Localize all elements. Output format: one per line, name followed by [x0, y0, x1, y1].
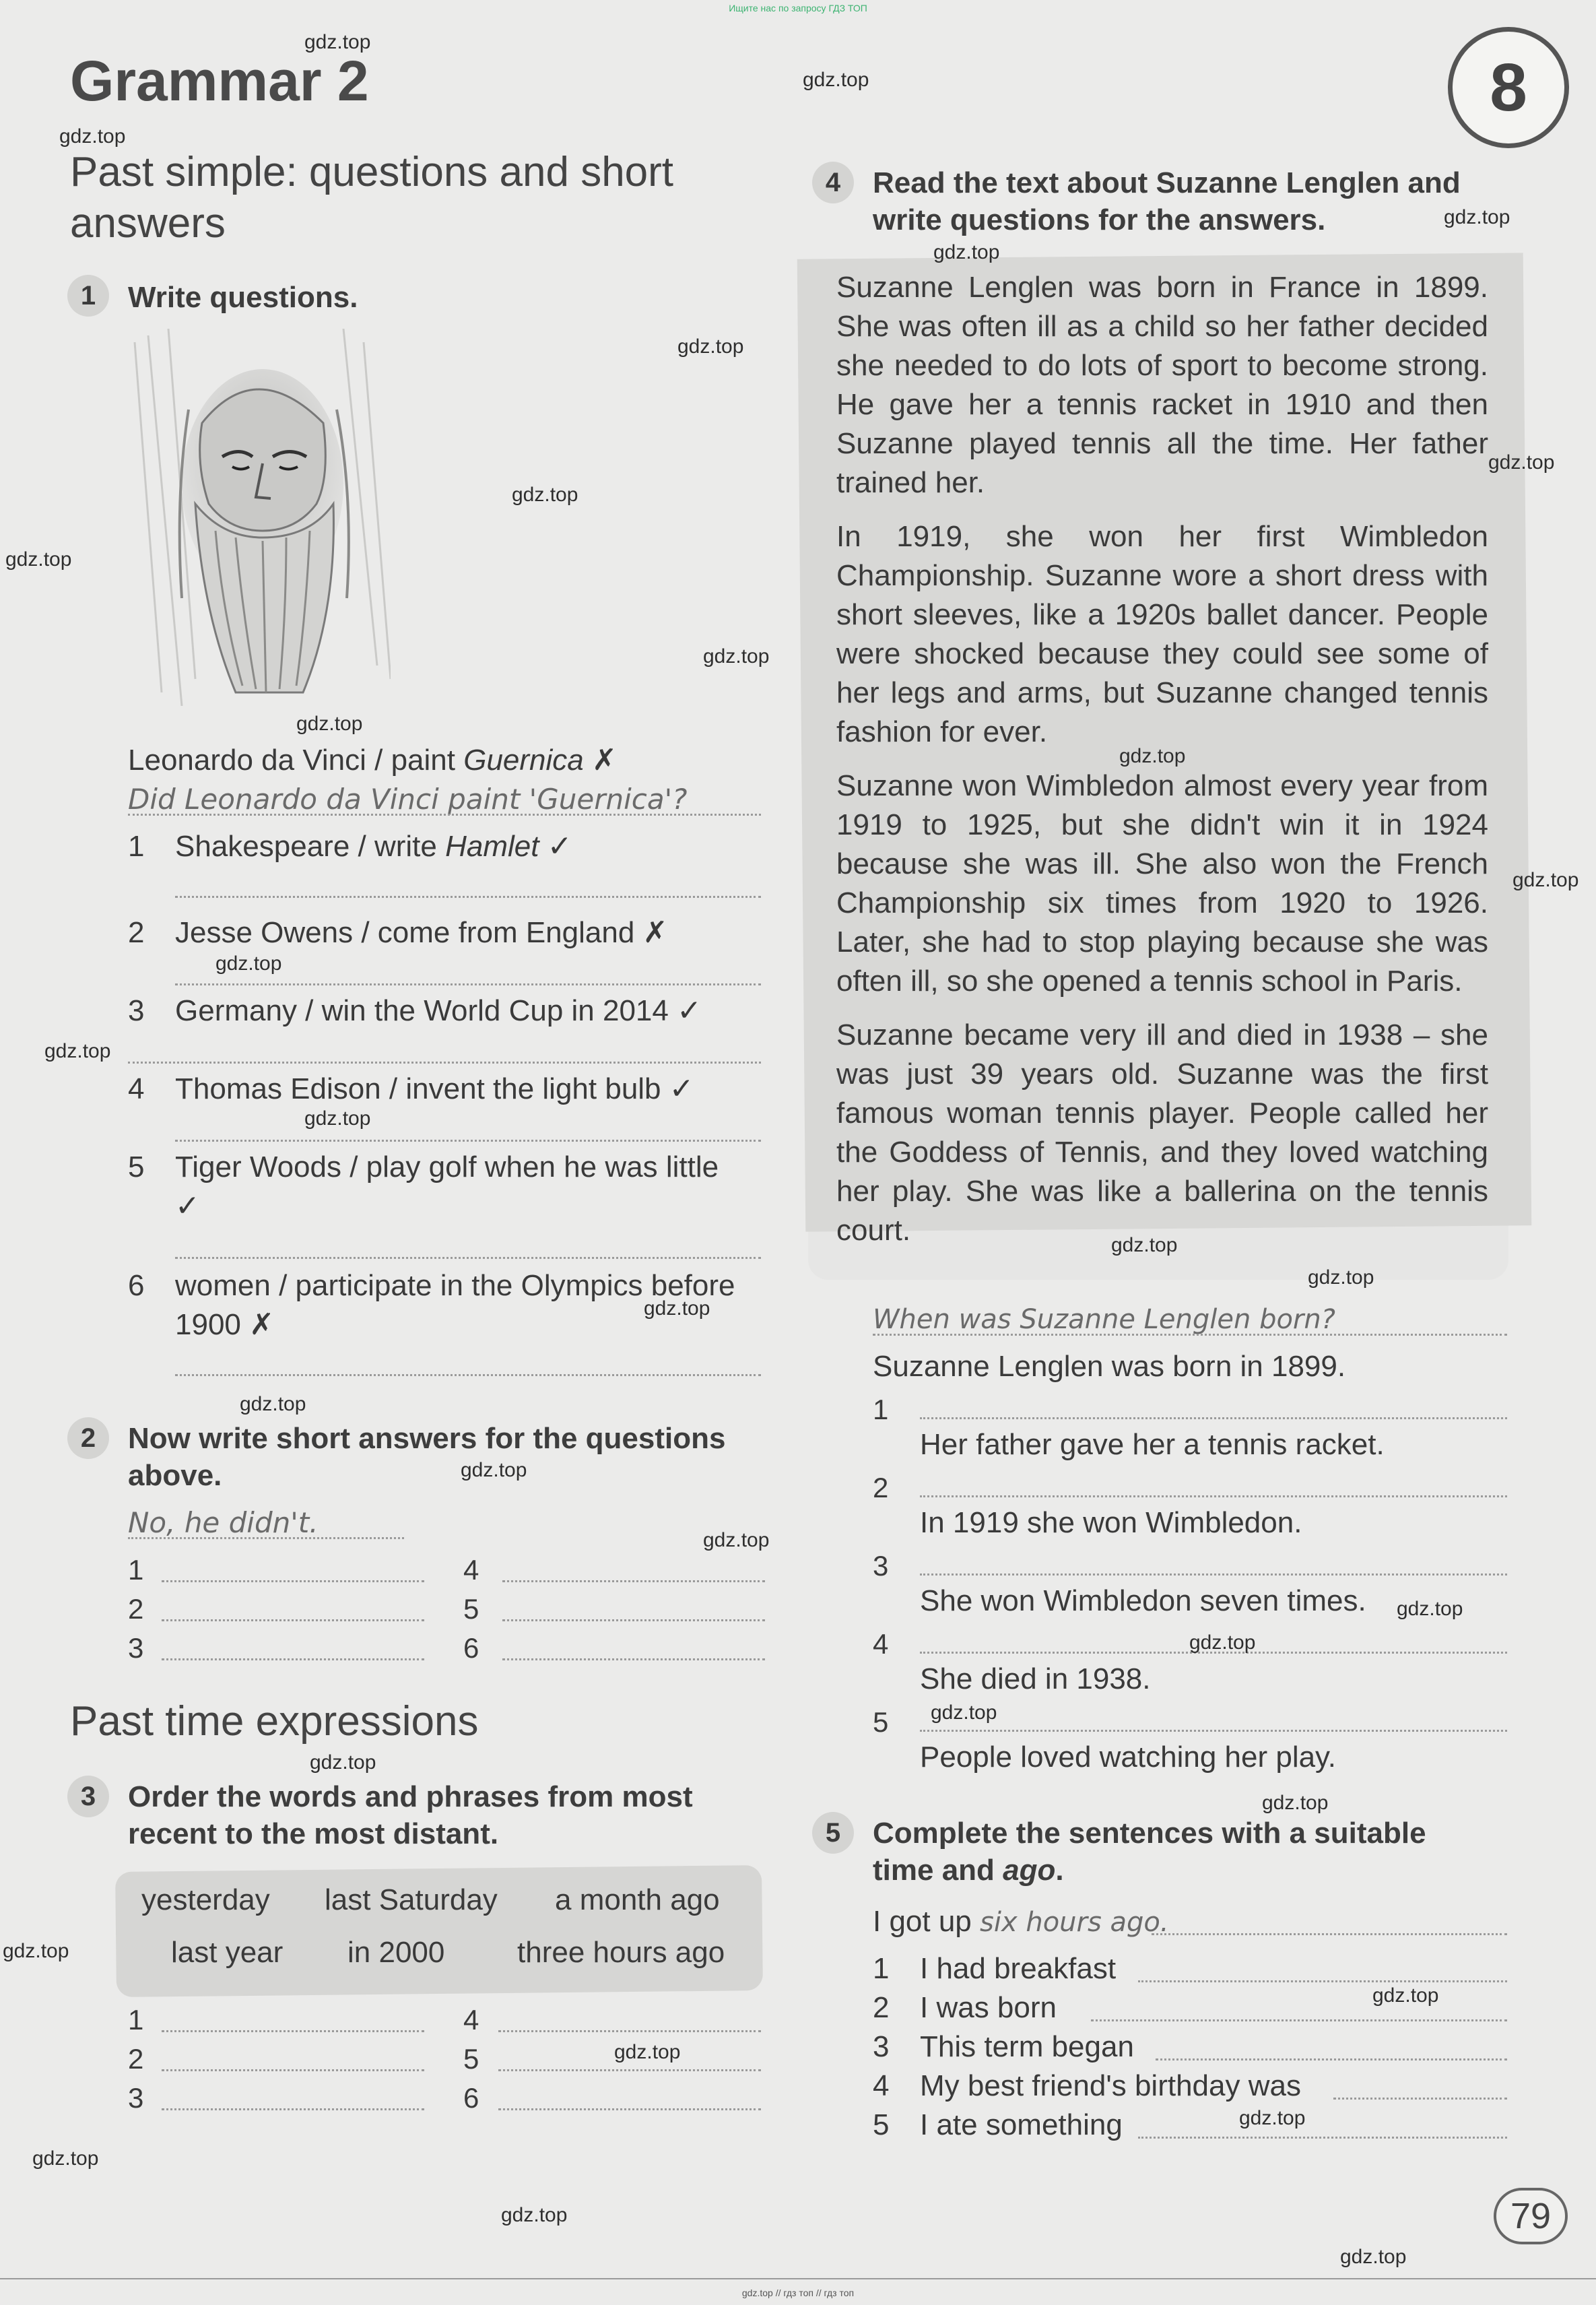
ex5-item-3	[873, 2027, 1134, 2066]
reading-paragraph: In 1919, she won her first Wimbledon Championship. Suzanne wore a short dress with short sleeves, like a 1920s ballet dancer. People were shocked because they could see some of her legs and arms, but Suzanne changed tennis fashion for ever.	[836, 520, 1488, 748]
watermark-text: gdz.top	[3, 1940, 69, 1962]
unit-badge	[1448, 27, 1569, 148]
ex4-answer: People loved watching her play.	[920, 1741, 1337, 1774]
exercise-number-badge	[812, 1812, 854, 1854]
exercise-heading	[128, 1778, 693, 1852]
answer-number: 6	[463, 1632, 479, 1664]
example-prompt-italic: Guernica	[463, 744, 584, 777]
answer-line	[1152, 1933, 1507, 1935]
ex1-item-2	[128, 913, 667, 952]
answer-line[interactable]	[1138, 1980, 1507, 1982]
item-number: 2	[873, 1472, 889, 1503]
item-number: 2	[873, 1991, 890, 2024]
answer-number: 5	[463, 1593, 479, 1625]
answer-line[interactable]	[1138, 2137, 1507, 2139]
section-title: Past time expressions	[70, 1698, 479, 1745]
answer-number: 3	[128, 2082, 144, 2114]
item-number: 5	[873, 2108, 890, 2141]
heading-line: Order the words and phrases from most	[128, 1780, 693, 1813]
unit-number: 8	[1490, 49, 1527, 125]
watermark-text: gdz.top	[240, 1393, 306, 1415]
watermark-text: gdz.top	[1119, 745, 1186, 767]
item-number: 4	[873, 1628, 889, 1660]
answer-number: 4	[463, 2004, 479, 2036]
watermark-text: gdz.top	[215, 952, 282, 975]
example-answer: six hours ago.	[980, 1907, 1169, 1938]
item-text: Germany / win the World Cup in 2014 ✓	[175, 994, 702, 1027]
item-number: 3	[873, 2030, 890, 2063]
heading-line	[873, 1852, 1426, 1889]
exercise-number-badge	[67, 1776, 109, 1817]
heading-line: Read the text about Suzanne Lenglen and	[873, 166, 1461, 199]
heading-line: recent to the most distant.	[128, 1817, 499, 1850]
watermark-text: gdz.top	[1308, 1266, 1374, 1289]
answer-line	[128, 1537, 404, 1539]
ex2-example-answer: No, he didn't.	[128, 1506, 319, 1539]
heading-line: above.	[128, 1459, 222, 1492]
answer-line[interactable]	[502, 1580, 765, 1582]
answer-number: 5	[463, 2043, 479, 2075]
answer-line[interactable]	[175, 983, 761, 985]
watermark-text: gdz.top	[1111, 1234, 1178, 1256]
answer-line	[873, 1334, 1507, 1336]
ex1-example-prompt	[128, 741, 617, 779]
word-option: in 2000	[347, 1936, 445, 1969]
heading-line: Complete the sentences with a suitable	[873, 1817, 1426, 1850]
answer-line[interactable]	[162, 2069, 424, 2071]
ex4-answer: In 1919 she won Wimbledon.	[920, 1506, 1302, 1539]
exercise-number: 3	[80, 1781, 96, 1811]
answer-line[interactable]	[175, 1140, 761, 1142]
watermark-text: gdz.top	[5, 548, 72, 571]
watermark-text: gdz.top	[501, 2204, 568, 2226]
exercise-heading	[873, 164, 1461, 238]
item-number: 6	[128, 1269, 145, 1302]
answer-line[interactable]	[162, 1658, 424, 1660]
top-note: Ищите нас по запросу ГДЗ ТОП	[729, 3, 867, 13]
watermark-text: gdz.top	[296, 713, 363, 735]
ex1-item-1	[128, 827, 572, 866]
exercise-number-badge	[67, 1417, 109, 1459]
answer-number: 1	[128, 2004, 144, 2036]
leonardo-portrait-image	[121, 329, 391, 706]
ex4-answer: Her father gave her a tennis racket.	[920, 1428, 1385, 1461]
word-option: last Saturday	[325, 1883, 498, 1916]
item-number: 4	[873, 2069, 890, 2102]
ex4-example-answer: Suzanne Lenglen was born in 1899.	[873, 1350, 1346, 1383]
ex4-answer: She won Wimbledon seven times.	[920, 1584, 1366, 1617]
heading-text: time and	[873, 1854, 1003, 1887]
item-number: 3	[128, 994, 145, 1027]
watermark-text: gdz.top	[803, 69, 869, 91]
watermark-text: gdz.top	[614, 2041, 681, 2063]
item-number: 5	[873, 1706, 889, 1738]
answer-number: 4	[463, 1554, 479, 1586]
watermark-text: gdz.top	[1512, 869, 1579, 891]
answer-line[interactable]	[1091, 2019, 1507, 2021]
watermark-text: gdz.top	[1340, 2246, 1407, 2268]
example-prompt-text: Leonardo da Vinci / paint	[128, 744, 464, 777]
item-number: 5	[128, 1150, 145, 1183]
answer-number: 6	[463, 2082, 479, 2114]
ex1-item-3	[128, 992, 702, 1030]
exercise-number: 4	[825, 167, 841, 197]
reading-paragraph: Suzanne became very ill and died in 1938 – she was just 39 years old. Suzanne was the first famous woman tennis player. People called her the Goddess of Tennis, and they loved watching her play. She was like a ballerina on the tennis court.	[836, 1018, 1488, 1247]
answer-line[interactable]	[162, 1619, 424, 1621]
page-number: 79	[1510, 2196, 1552, 2236]
answer-number: 3	[128, 1632, 144, 1664]
answer-number: 2	[128, 1593, 144, 1625]
answer-line[interactable]	[920, 1730, 1507, 1732]
answer-number: 2	[128, 2043, 144, 2075]
item-italic: Hamlet	[445, 830, 539, 863]
watermark-text: gdz.top	[461, 1459, 527, 1481]
watermark-text: gdz.top	[644, 1297, 710, 1320]
reading-paragraph: Suzanne Lenglen was born in France in 1899. She was often ill as a child so her father decided she needed to do lots of sport to become strong. He gave her a tennis racket in 1910 and then Suzanne played tennis all the time. Her father trained her.	[836, 271, 1488, 499]
exercise-heading	[128, 1420, 725, 1494]
ex1-item-6-cont: 1900 ✗	[175, 1308, 274, 1341]
exercise-number-badge	[812, 162, 854, 203]
item-text: This term began	[920, 2030, 1134, 2063]
item-text: I had breakfast	[920, 1952, 1117, 1985]
page-title: Grammar 2	[70, 49, 369, 112]
watermark-text: gdz.top	[703, 645, 770, 668]
answer-line[interactable]	[162, 1580, 424, 1582]
answer-number: 1	[128, 1554, 144, 1586]
watermark-text: gdz.top	[1444, 206, 1510, 228]
page-number-badge	[1494, 2188, 1568, 2244]
watermark-text: gdz.top	[1262, 1792, 1329, 1814]
exercise-number-badge	[67, 275, 109, 317]
watermark-text: gdz.top	[512, 484, 578, 506]
answer-line[interactable]	[920, 1417, 1507, 1419]
ex5-item-1	[873, 1949, 1116, 1988]
exercise-number: 5	[825, 1817, 841, 1848]
item-text: women / participate in the Olympics before	[175, 1269, 735, 1302]
check-mark-icon: ✓	[539, 830, 572, 863]
exercise-heading	[873, 1815, 1426, 1889]
exercise-number: 2	[80, 1423, 96, 1453]
item-text: Thomas Edison / invent the light bulb ✓	[175, 1072, 694, 1105]
ex5-item-5	[873, 2106, 1123, 2144]
watermark-text: gdz.top	[59, 125, 126, 148]
answer-line[interactable]	[1333, 2098, 1507, 2100]
answer-line[interactable]	[1156, 2058, 1507, 2060]
item-text: Shakespeare / write	[175, 830, 446, 863]
watermark-text: gdz.top	[310, 1751, 376, 1774]
answer-line[interactable]	[175, 896, 761, 898]
answer-line[interactable]	[920, 1495, 1507, 1497]
watermark-text: gdz.top	[933, 241, 1000, 263]
ex5-item-2	[873, 1988, 1057, 2027]
word-option: a month ago	[555, 1883, 720, 1916]
page-subtitle: Past simple: questions and short answers	[70, 149, 674, 247]
answer-line[interactable]	[502, 1658, 765, 1660]
exercise-heading: Write questions.	[128, 281, 358, 314]
ex4-example-question: When was Suzanne Lenglen born?	[873, 1304, 1335, 1335]
word-option: last year	[171, 1936, 284, 1969]
heading-line: write questions for the answers.	[873, 203, 1326, 236]
item-text: Jesse Owens / come from England ✗	[175, 916, 668, 949]
bottom-note: gdz.top // гдз топ // гдз топ	[741, 2287, 855, 2298]
answer-line[interactable]	[175, 1374, 761, 1376]
answer-line[interactable]	[502, 1619, 765, 1621]
ex5-item-4	[873, 2067, 1301, 2105]
answer-line[interactable]	[128, 1062, 761, 1064]
watermark-text: gdz.top	[703, 1529, 770, 1551]
answer-line[interactable]	[920, 1573, 1507, 1576]
answer-line[interactable]	[498, 2069, 761, 2071]
item-number: 4	[128, 1072, 145, 1105]
watermark-text: gdz.top	[1488, 451, 1555, 474]
item-text: I ate something	[920, 2108, 1123, 2141]
watermark-text: gdz.top	[1239, 2107, 1306, 2129]
item-text: Tiger Woods / play golf when he was little	[175, 1150, 719, 1183]
cross-mark-icon: ✗	[592, 744, 617, 777]
item-number: 1	[873, 1952, 890, 1985]
answer-line[interactable]	[162, 2030, 424, 2032]
check-mark-icon: ✓	[175, 1190, 200, 1223]
ex1-item-4	[128, 1070, 694, 1108]
watermark-text: gdz.top	[931, 1701, 997, 1724]
heading-italic: ago	[1003, 1854, 1056, 1887]
answer-line[interactable]	[498, 2108, 761, 2110]
watermark-text: gdz.top	[304, 1107, 371, 1130]
watermark-text: gdz.top	[1189, 1631, 1256, 1654]
item-number: 1	[873, 1394, 889, 1425]
watermark-text: gdz.top	[1397, 1598, 1463, 1620]
ex1-example-answer: Did Leonardo da Vinci paint 'Guernica'?	[128, 783, 688, 816]
watermark-text: gdz.top	[677, 335, 744, 358]
heading-line: Now write short answers for the questions	[128, 1422, 726, 1455]
ex5-example	[873, 1902, 1169, 1941]
word-option: yesterday	[141, 1883, 270, 1916]
answer-line[interactable]	[498, 2030, 761, 2032]
answer-line	[128, 814, 761, 816]
watermark-text: gdz.top	[32, 2147, 99, 2170]
page-edge	[0, 2278, 1596, 2279]
word-option: three hours ago	[517, 1936, 725, 1969]
heading-text: .	[1055, 1854, 1064, 1887]
watermark-text: gdz.top	[304, 31, 371, 53]
ex4-answer: She died in 1938.	[920, 1662, 1151, 1695]
answer-line[interactable]	[162, 2108, 424, 2110]
item-number: 3	[873, 1550, 889, 1582]
item-number: 1	[128, 830, 145, 863]
item-text: I was born	[920, 1991, 1057, 2024]
answer-line[interactable]	[175, 1257, 761, 1259]
exercise-number: 1	[80, 280, 96, 311]
watermark-text: gdz.top	[1372, 1984, 1439, 2007]
example-text: I got up	[873, 1905, 980, 1938]
item-text: My best friend's birthday was	[920, 2069, 1301, 2102]
watermark-text: gdz.top	[44, 1040, 111, 1062]
item-number: 2	[128, 916, 145, 949]
reading-paragraph: Suzanne won Wimbledon almost every year from 1919 to 1925, but she didn't win it in 1924 because she was ill. She also won the French Championship six times from 1920 to 1926. Later, she had to stop playing because she was often ill, so she opened a tennis school in Paris.	[836, 769, 1488, 998]
ex1-item-5	[128, 1148, 719, 1186]
